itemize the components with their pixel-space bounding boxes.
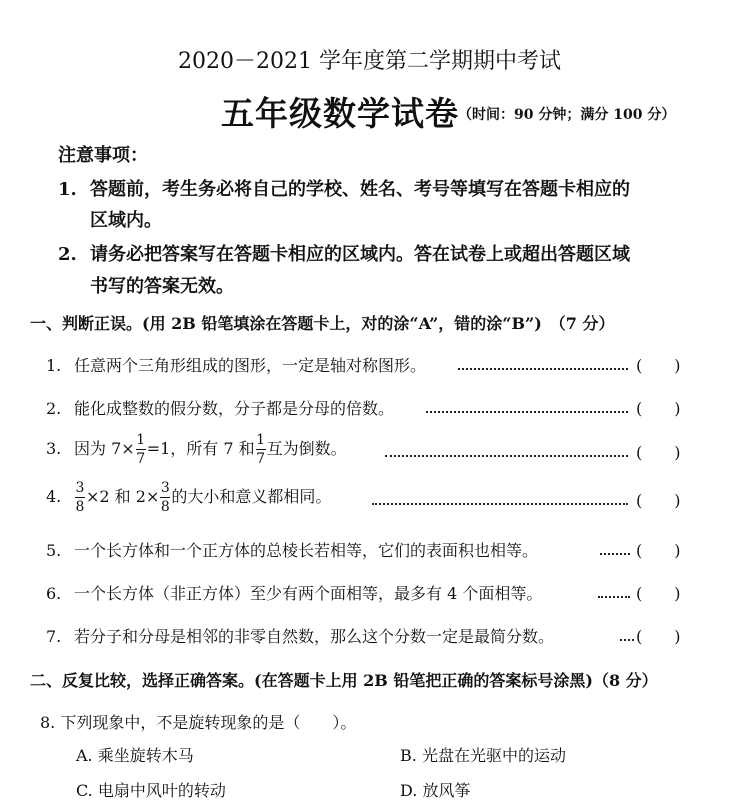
option-text: 乘坐旋转木马: [97, 746, 194, 765]
question-text-post: 互为倒数。: [266, 439, 347, 458]
fraction-bar: [136, 449, 146, 450]
question-text: 若分子和分母是相邻的非零自然数，那么这个分数一定是最简分数。: [74, 627, 555, 646]
notice-item-1-cont: 区域内。: [90, 210, 162, 231]
option-d: [400, 778, 470, 801]
notice-heading: 注意事项：: [58, 145, 148, 166]
paper-title: 五年级数学试卷: [221, 94, 459, 133]
notice-item-2: [58, 240, 630, 266]
answer-paren: ( ): [636, 627, 681, 646]
option-text: 电扇中风叶的转动: [97, 781, 226, 800]
fraction-numerator: 1: [256, 432, 266, 448]
question-number: 2.: [46, 399, 62, 418]
fraction: [160, 480, 170, 515]
leader-dots: [385, 455, 628, 457]
question-number: 5.: [46, 541, 62, 560]
fraction: [75, 480, 85, 515]
question-text-post: 的大小和意义都相同。: [171, 487, 332, 506]
question-text-mid: ×2 和 2×: [86, 487, 160, 506]
option-label: B.: [400, 746, 417, 765]
notice-item-1: [58, 175, 630, 201]
fraction-denominator: 8: [75, 499, 85, 515]
exam-title: 2020－2021 学年度第二学期期中考试: [178, 49, 561, 74]
question-number: 7.: [46, 627, 62, 646]
question-number: 1.: [46, 356, 62, 375]
question-number: 6.: [46, 584, 62, 603]
question-text: 任意两个三角形组成的图形，一定是轴对称图形。: [74, 356, 427, 375]
question-text: 一个长方体和一个正方体的总棱长若相等，它们的表面积也相等。: [74, 541, 539, 560]
question-7: [46, 624, 554, 647]
leader-dots: [372, 503, 628, 505]
notice-item-text: 答题前，考生务必将自己的学校、姓名、考号等填写在答题卡相应的: [90, 179, 630, 200]
question-8: 8. 下列现象中，不是旋转现象的是（ ）。: [40, 713, 357, 732]
question-5: [46, 538, 538, 561]
time-info: （时间：90 分钟；满分 100 分）: [458, 107, 676, 123]
notice-item-num: 2.: [58, 244, 77, 265]
question-text-pre: 因为 7×: [74, 439, 135, 458]
question-text-mid: =1，所有 7 和: [146, 439, 255, 458]
question-text: 一个长方体（非正方体）至少有两个面相等，最多有 4 个面相等。: [74, 584, 543, 603]
question-2: [46, 396, 394, 419]
option-a: [76, 743, 194, 766]
question-number: 4.: [46, 487, 62, 506]
answer-paren: ( ): [636, 399, 681, 418]
fraction-bar: [160, 497, 170, 498]
section1-heading: 一、判断正误。(用 2B 铅笔填涂在答题卡上，对的涂“A”，错的涂“B”) （7 分）: [30, 314, 615, 333]
answer-paren: ( ): [636, 356, 681, 375]
option-c: [76, 778, 226, 801]
answer-paren: ( ): [636, 584, 681, 603]
question-6: [46, 581, 542, 604]
option-b: [400, 743, 566, 766]
fraction-numerator: 1: [136, 432, 146, 448]
leader-dots: [458, 368, 628, 370]
fraction: [136, 432, 146, 467]
option-label: C.: [76, 781, 93, 800]
question-number: 3.: [46, 439, 62, 458]
leader-dots: [598, 596, 630, 598]
fraction: [256, 432, 266, 467]
question-1: [46, 353, 426, 376]
answer-paren: ( ): [636, 491, 681, 510]
fraction-numerator: 3: [75, 480, 85, 496]
question-3: [46, 432, 347, 467]
leader-dots: [620, 639, 634, 641]
notice-item-2-cont: 书写的答案无效。: [90, 276, 234, 297]
fraction-denominator: 7: [136, 451, 146, 467]
option-label: A.: [76, 746, 93, 765]
fraction-bar: [75, 497, 85, 498]
notice-item-text: 请务必把答案写在答题卡相应的区域内。答在试卷上或超出答题区域: [90, 244, 630, 265]
fraction-bar: [256, 449, 266, 450]
fraction-denominator: 8: [160, 499, 170, 515]
notice-item-num: 1.: [58, 179, 77, 200]
answer-paren: ( ): [636, 541, 681, 560]
answer-paren: ( ): [636, 443, 681, 462]
leader-dots: [600, 553, 630, 555]
section2-heading: 二、反复比较，选择正确答案。(在答题卡上用 2B 铅笔把正确的答案标号涂黑)（8 分）: [30, 671, 658, 690]
fraction-denominator: 7: [256, 451, 266, 467]
question-text: 能化成整数的假分数，分子都是分母的倍数。: [74, 399, 395, 418]
option-text: 光盘在光驱中的运动: [421, 746, 566, 765]
option-text: 放风筝: [422, 781, 471, 800]
option-label: D.: [400, 781, 418, 800]
fraction-numerator: 3: [160, 480, 170, 496]
question-4: [46, 480, 331, 515]
leader-dots: [426, 411, 628, 413]
